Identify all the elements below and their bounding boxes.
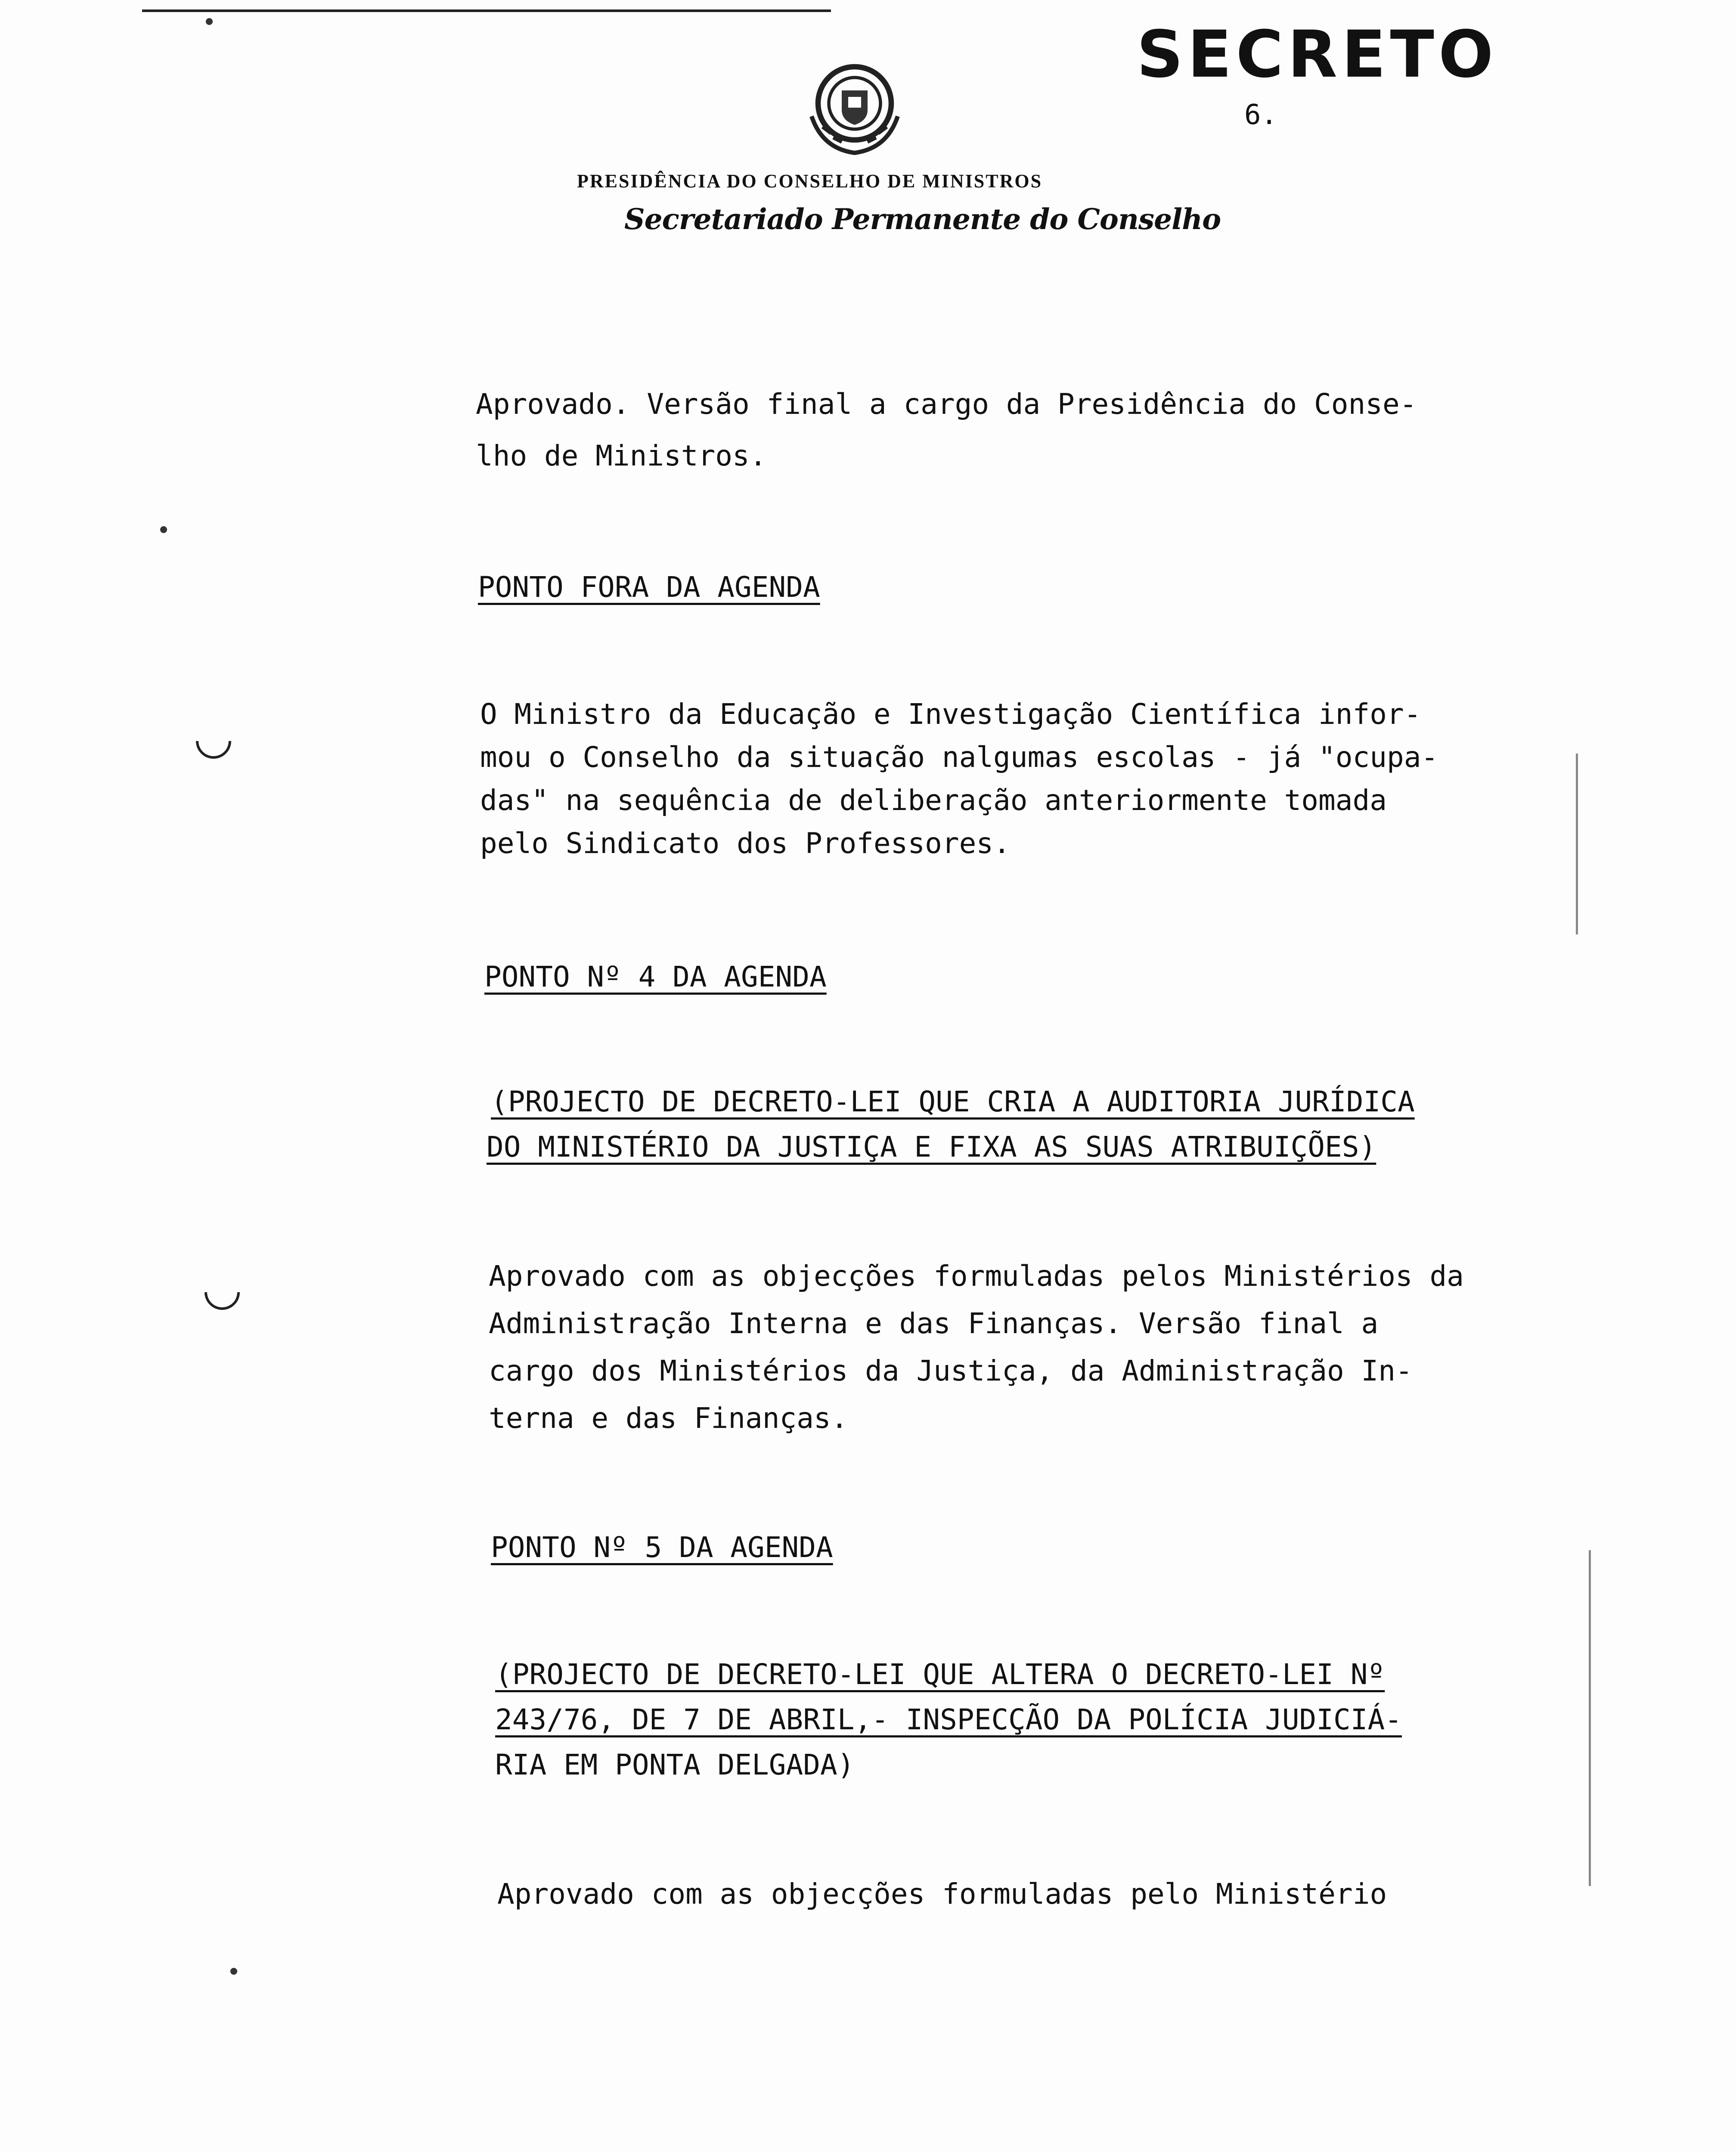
section-subtitle-line: (PROJECTO DE DECRETO-LEI QUE CRIA A AUDITORIA JURÍDICA: [491, 1085, 1415, 1118]
paragraph-line: Aprovado. Versão final a cargo da Presidência do Conse-: [476, 388, 1417, 421]
section-subtitle-line: 243/76, DE 7 DE ABRIL,- INSPECÇÃO DA POLÍCIA JUDICIÁ-: [495, 1703, 1402, 1736]
section-subtitle-line: DO MINISTÉRIO DA JUSTIÇA E FIXA AS SUAS ATRIBUIÇÕES): [487, 1130, 1376, 1163]
margin-dot: [160, 526, 167, 533]
paragraph-line: mou o Conselho da situação nalgumas escolas - já "ocupa-: [480, 741, 1438, 774]
paragraph-line: Administração Interna e das Finanças. Versão final a: [489, 1307, 1379, 1340]
paragraph-line: das" na sequência de deliberação anteriormente tomada: [480, 784, 1387, 817]
section-subtitle-line: RIA EM PONTA DELGADA): [495, 1748, 855, 1781]
paragraph-line: cargo dos Ministérios da Justiça, da Administração In-: [489, 1354, 1413, 1387]
paragraph-line: O Ministro da Educação e Investigação Científica infor-: [480, 698, 1421, 731]
section-heading: PONTO Nº 5 DA AGENDA: [491, 1531, 833, 1564]
check-mark-icon: [197, 1267, 247, 1317]
office-subtitle: Secretariado Permanente do Conselho: [624, 202, 1221, 236]
margin-dot: [206, 18, 213, 25]
office-header: PRESIDÊNCIA DO CONSELHO DE MINISTROS: [577, 171, 1043, 192]
paragraph-line: Aprovado com as objecções formuladas pelos Ministérios da: [489, 1260, 1464, 1293]
coat-of-arms-seal: [801, 52, 908, 159]
paragraph-line: pelo Sindicato dos Professores.: [480, 827, 1011, 860]
section-subtitle-line: (PROJECTO DE DECRETO-LEI QUE ALTERA O DECRETO-LEI Nº: [495, 1658, 1385, 1691]
margin-line: [1589, 1550, 1591, 1886]
classification-stamp: SECRETO: [1137, 17, 1498, 92]
margin-line: [1576, 754, 1578, 934]
paragraph-line: lho de Ministros.: [476, 439, 767, 472]
top-rule: [142, 9, 831, 12]
margin-dot: [230, 1968, 237, 1975]
page-number: 6.: [1244, 99, 1278, 131]
paragraph-line: Aprovado com as objecções formuladas pelo Ministério: [497, 1877, 1387, 1911]
section-heading: PONTO FORA DA AGENDA: [478, 571, 820, 604]
section-heading: PONTO Nº 4 DA AGENDA: [484, 960, 827, 993]
check-mark-icon: [189, 716, 239, 766]
paragraph-line: terna e das Finanças.: [489, 1402, 848, 1435]
